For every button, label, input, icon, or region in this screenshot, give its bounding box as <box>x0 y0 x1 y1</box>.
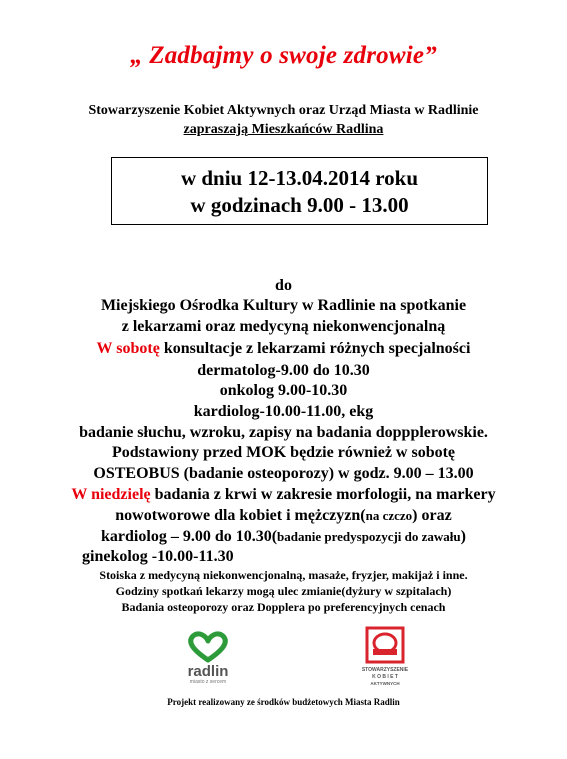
nowotwor-line <box>0 507 567 525</box>
body-doctors: z lekarzami oraz medycyną niekonwencjonalną <box>121 318 446 335</box>
poster-title: „ Zadbajmy o swoje zdrowie” <box>130 42 437 69</box>
radlin-tagline: miasto z sercem <box>189 679 227 684</box>
sunday-line <box>0 486 567 504</box>
dermatolog-line: dermatolog-9.00 do 10.30 <box>197 362 370 379</box>
sunday-label: W niedzielę <box>71 486 151 503</box>
ska-line2: K O B I E T <box>372 674 398 680</box>
saturday-line <box>0 340 567 358</box>
ska-line1: STOWARZYSZENIE <box>361 667 409 673</box>
date-box <box>111 157 488 225</box>
body-venue: Miejskiego Ośrodka Kultury w Radlinie na spotkanie <box>100 297 467 314</box>
radlin-logo <box>173 628 243 684</box>
organizer-line: Stowarzyszenie Kobiet Aktywnych oraz Urząd Miasta w Radlinie <box>88 103 479 118</box>
ska-line3: AKTYWNYCH <box>370 681 400 686</box>
invite-text: zapraszają Mieszkańców Radlina <box>183 122 384 137</box>
badanie-line: badanie słuchu, wzroku, zapisy na badania doppplerowskie. <box>79 424 488 441</box>
kardio2-text-a: kardiolog – 9.00 do 10.30( <box>101 528 278 545</box>
hours-line: w godzinach 9.00 - 13.00 <box>190 193 409 217</box>
kardio2-text-b: ) <box>460 528 466 545</box>
stoiska-line: Stoiska z medycyną niekonwencjonalną, masaże, fryzjer, makijaż i inne. <box>99 568 468 582</box>
sunday-text: badania z krwi w zakresie morfologii, na markery <box>150 486 496 503</box>
saturday-text: konsultacje z lekarzami różnych specjalności <box>159 340 471 357</box>
saturday-label: W sobotę <box>96 340 160 357</box>
ska-logo <box>360 625 410 687</box>
kardiolog-sunday-line <box>0 528 567 546</box>
body-do: do <box>275 277 292 294</box>
date-line: w dniu 12-13.04.2014 roku <box>180 166 419 190</box>
kardio2-note: badanie predyspozycji do zawału <box>277 529 461 544</box>
onkolog-line: onkolog 9.00-10.30 <box>219 382 348 399</box>
nowotwor-text-b: ) oraz <box>412 507 452 524</box>
nowotwor-note: na czczo <box>365 508 413 523</box>
ska-emblem-icon <box>360 625 410 687</box>
mok-line: Podstawiony przed MOK będzie również w sobotę <box>111 444 456 461</box>
radlin-heart-icon <box>173 628 243 684</box>
osteo-price-line: Badania osteoporozy oraz Dopplera po preferencyjnych cenach <box>121 600 446 614</box>
nowotwor-text-a: nowotworowe dla kobiet i mężczyzn( <box>115 507 366 524</box>
invite-line <box>0 122 567 138</box>
kardiolog-line: kardiolog-10.00-11.00, ekg <box>193 403 374 420</box>
osteobus-line: OSTEOBUS (badanie osteoporozy) w godz. 9.00 – 13.00 <box>93 465 474 482</box>
radlin-name: radlin <box>187 663 229 680</box>
godziny-line: Godziny spotkań lekarzy mogą ulec zmianie(dyżury w szpitalach) <box>115 584 452 598</box>
ginekolog-line: ginekolog -10.00-11.30 <box>82 548 234 565</box>
footer-note: Projekt realizowany ze środków budżetowych Miasta Radlin <box>167 697 400 707</box>
